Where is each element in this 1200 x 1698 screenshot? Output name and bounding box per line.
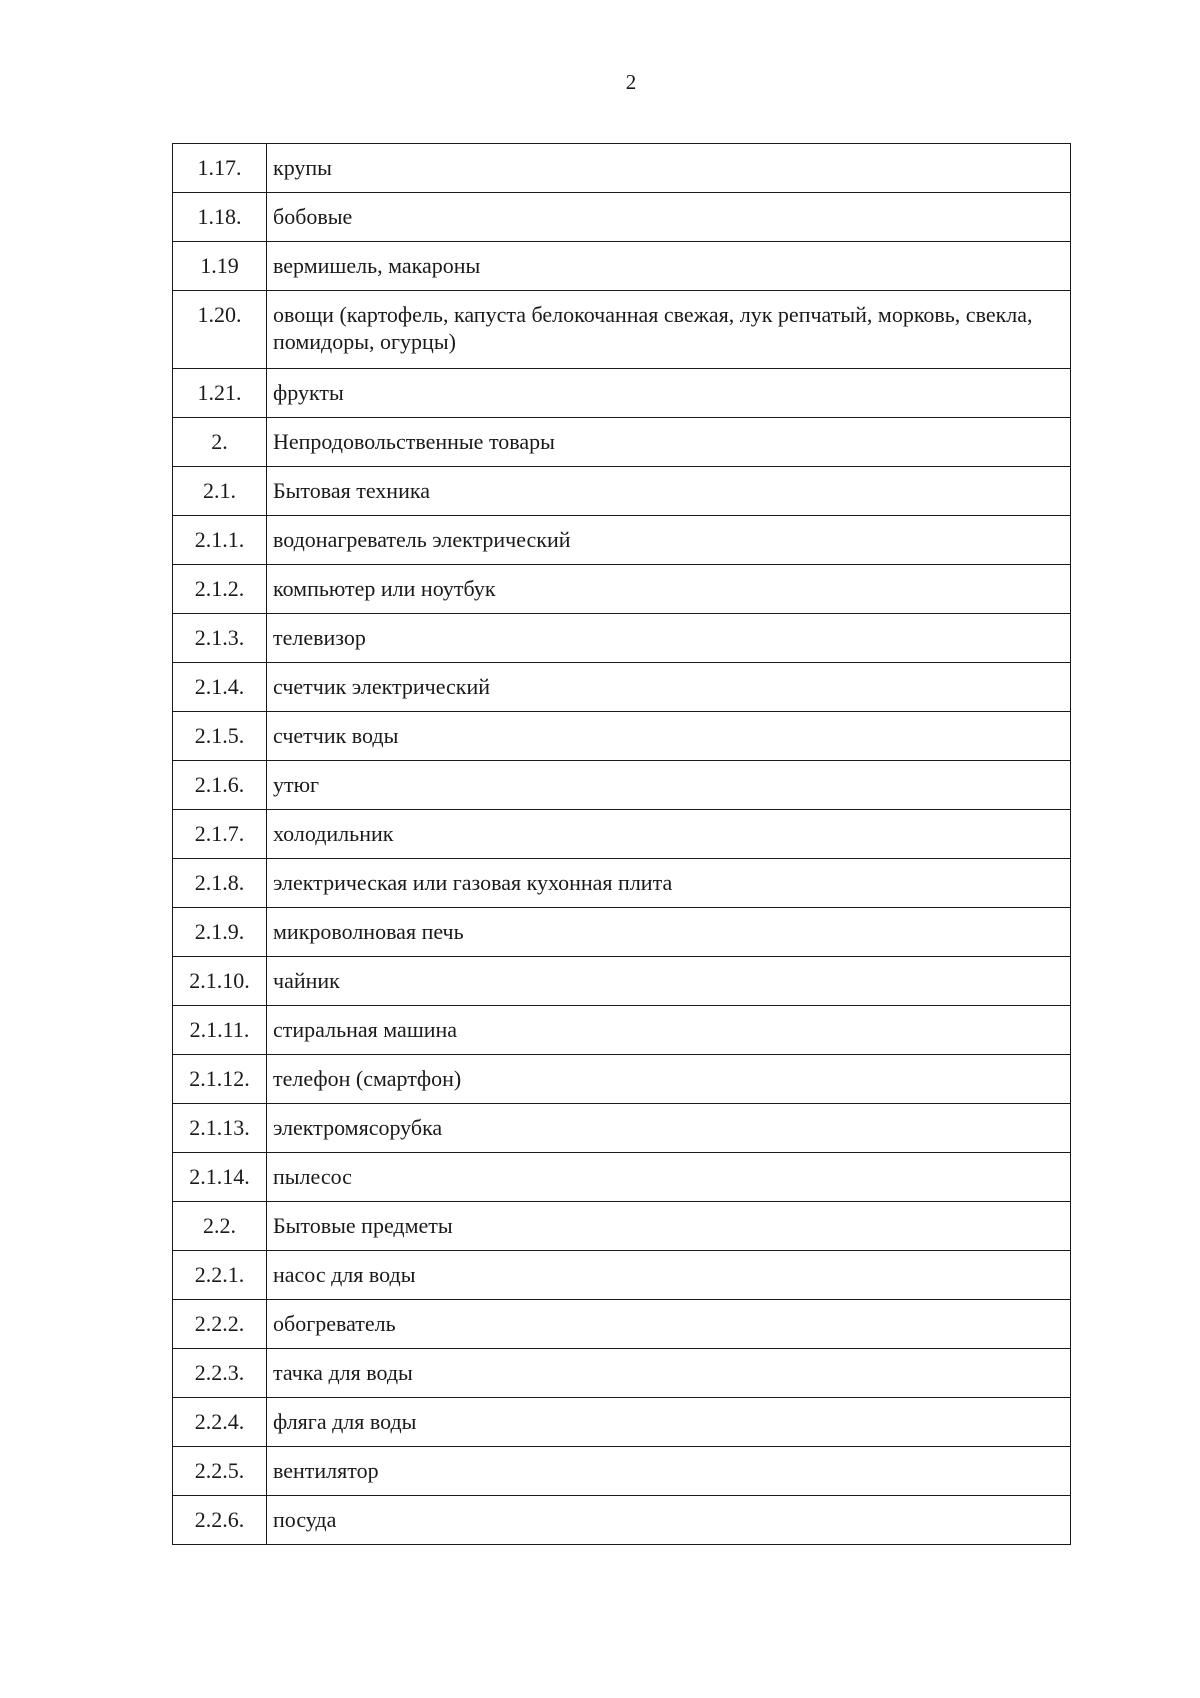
row-item-name: тачка для воды [267, 1349, 1071, 1398]
table-row [173, 761, 1071, 810]
row-number: 2.1.10. [173, 957, 267, 1006]
row-item-name: фляга для воды [267, 1398, 1071, 1447]
table-row [173, 1300, 1071, 1349]
row-number: 2.2.1. [173, 1251, 267, 1300]
row-number: 2.2.2. [173, 1300, 267, 1349]
row-item-name: телефон (смартфон) [267, 1055, 1071, 1104]
row-number: 2.2.6. [173, 1496, 267, 1545]
row-item-name: вермишель, макароны [267, 242, 1071, 291]
row-item-name: холодильник [267, 810, 1071, 859]
table-row [173, 810, 1071, 859]
row-number: 2. [173, 418, 267, 467]
table-row [173, 859, 1071, 908]
row-number: 2.1.12. [173, 1055, 267, 1104]
row-number: 2.1.5. [173, 712, 267, 761]
table-row [173, 193, 1071, 242]
row-number: 2.1. [173, 467, 267, 516]
table-row [173, 1349, 1071, 1398]
row-item-name: водонагреватель электрический [267, 516, 1071, 565]
row-number: 2.2.4. [173, 1398, 267, 1447]
row-item-name: электромясорубка [267, 1104, 1071, 1153]
goods-table [172, 143, 1071, 1545]
row-item-name: микроволновая печь [267, 908, 1071, 957]
row-item-name: крупы [267, 144, 1071, 193]
row-item-name: Бытовые предметы [267, 1202, 1071, 1251]
row-item-name: насос для воды [267, 1251, 1071, 1300]
table-row [173, 291, 1071, 369]
row-item-name: чайник [267, 957, 1071, 1006]
row-number: 2.1.9. [173, 908, 267, 957]
row-number: 1.21. [173, 369, 267, 418]
row-number: 2.1.1. [173, 516, 267, 565]
row-item-name: овощи (картофель, капуста белокочанная свежая, лук репчатый, морковь, свекла, помидоры, огурцы) [267, 291, 1071, 369]
row-item-name: счетчик воды [267, 712, 1071, 761]
table-row [173, 242, 1071, 291]
row-number: 2.1.3. [173, 614, 267, 663]
table-row [173, 1398, 1071, 1447]
row-number: 2.1.14. [173, 1153, 267, 1202]
table-row [173, 957, 1071, 1006]
table-row [173, 1202, 1071, 1251]
row-number: 1.19 [173, 242, 267, 291]
row-item-name: Непродовольственные товары [267, 418, 1071, 467]
row-item-name: утюг [267, 761, 1071, 810]
table-row [173, 1153, 1071, 1202]
row-item-name: телевизор [267, 614, 1071, 663]
table-row [173, 418, 1071, 467]
row-item-name: фрукты [267, 369, 1071, 418]
row-item-name: счетчик электрический [267, 663, 1071, 712]
row-number: 2.1.4. [173, 663, 267, 712]
row-number: 2.2.3. [173, 1349, 267, 1398]
row-number: 1.17. [173, 144, 267, 193]
row-item-name: посуда [267, 1496, 1071, 1545]
row-number: 1.18. [173, 193, 267, 242]
table-row [173, 369, 1071, 418]
table-row [173, 1006, 1071, 1055]
table-row [173, 908, 1071, 957]
row-number: 2.1.11. [173, 1006, 267, 1055]
table-row [173, 144, 1071, 193]
row-number: 2.2.5. [173, 1447, 267, 1496]
table-row [173, 516, 1071, 565]
row-item-name: обогреватель [267, 1300, 1071, 1349]
table-row [173, 1104, 1071, 1153]
table-row [173, 1447, 1071, 1496]
table-row [173, 1251, 1071, 1300]
row-item-name: вентилятор [267, 1447, 1071, 1496]
row-number: 2.1.2. [173, 565, 267, 614]
table-row [173, 565, 1071, 614]
row-number: 1.20. [173, 291, 267, 369]
table-row [173, 1055, 1071, 1104]
table-row [173, 712, 1071, 761]
table-row [173, 663, 1071, 712]
row-number: 2.1.7. [173, 810, 267, 859]
table-row [173, 614, 1071, 663]
row-item-name: бобовые [267, 193, 1071, 242]
row-item-name: электрическая или газовая кухонная плита [267, 859, 1071, 908]
table-row [173, 1496, 1071, 1545]
row-number: 2.1.6. [173, 761, 267, 810]
page-number: 2 [625, 70, 637, 94]
row-number: 2.2. [173, 1202, 267, 1251]
row-item-name: Бытовая техника [267, 467, 1071, 516]
row-item-name: компьютер или ноутбук [267, 565, 1071, 614]
row-item-name: пылесос [267, 1153, 1071, 1202]
row-number: 2.1.8. [173, 859, 267, 908]
row-item-name: стиральная машина [267, 1006, 1071, 1055]
table-row [173, 467, 1071, 516]
row-number: 2.1.13. [173, 1104, 267, 1153]
